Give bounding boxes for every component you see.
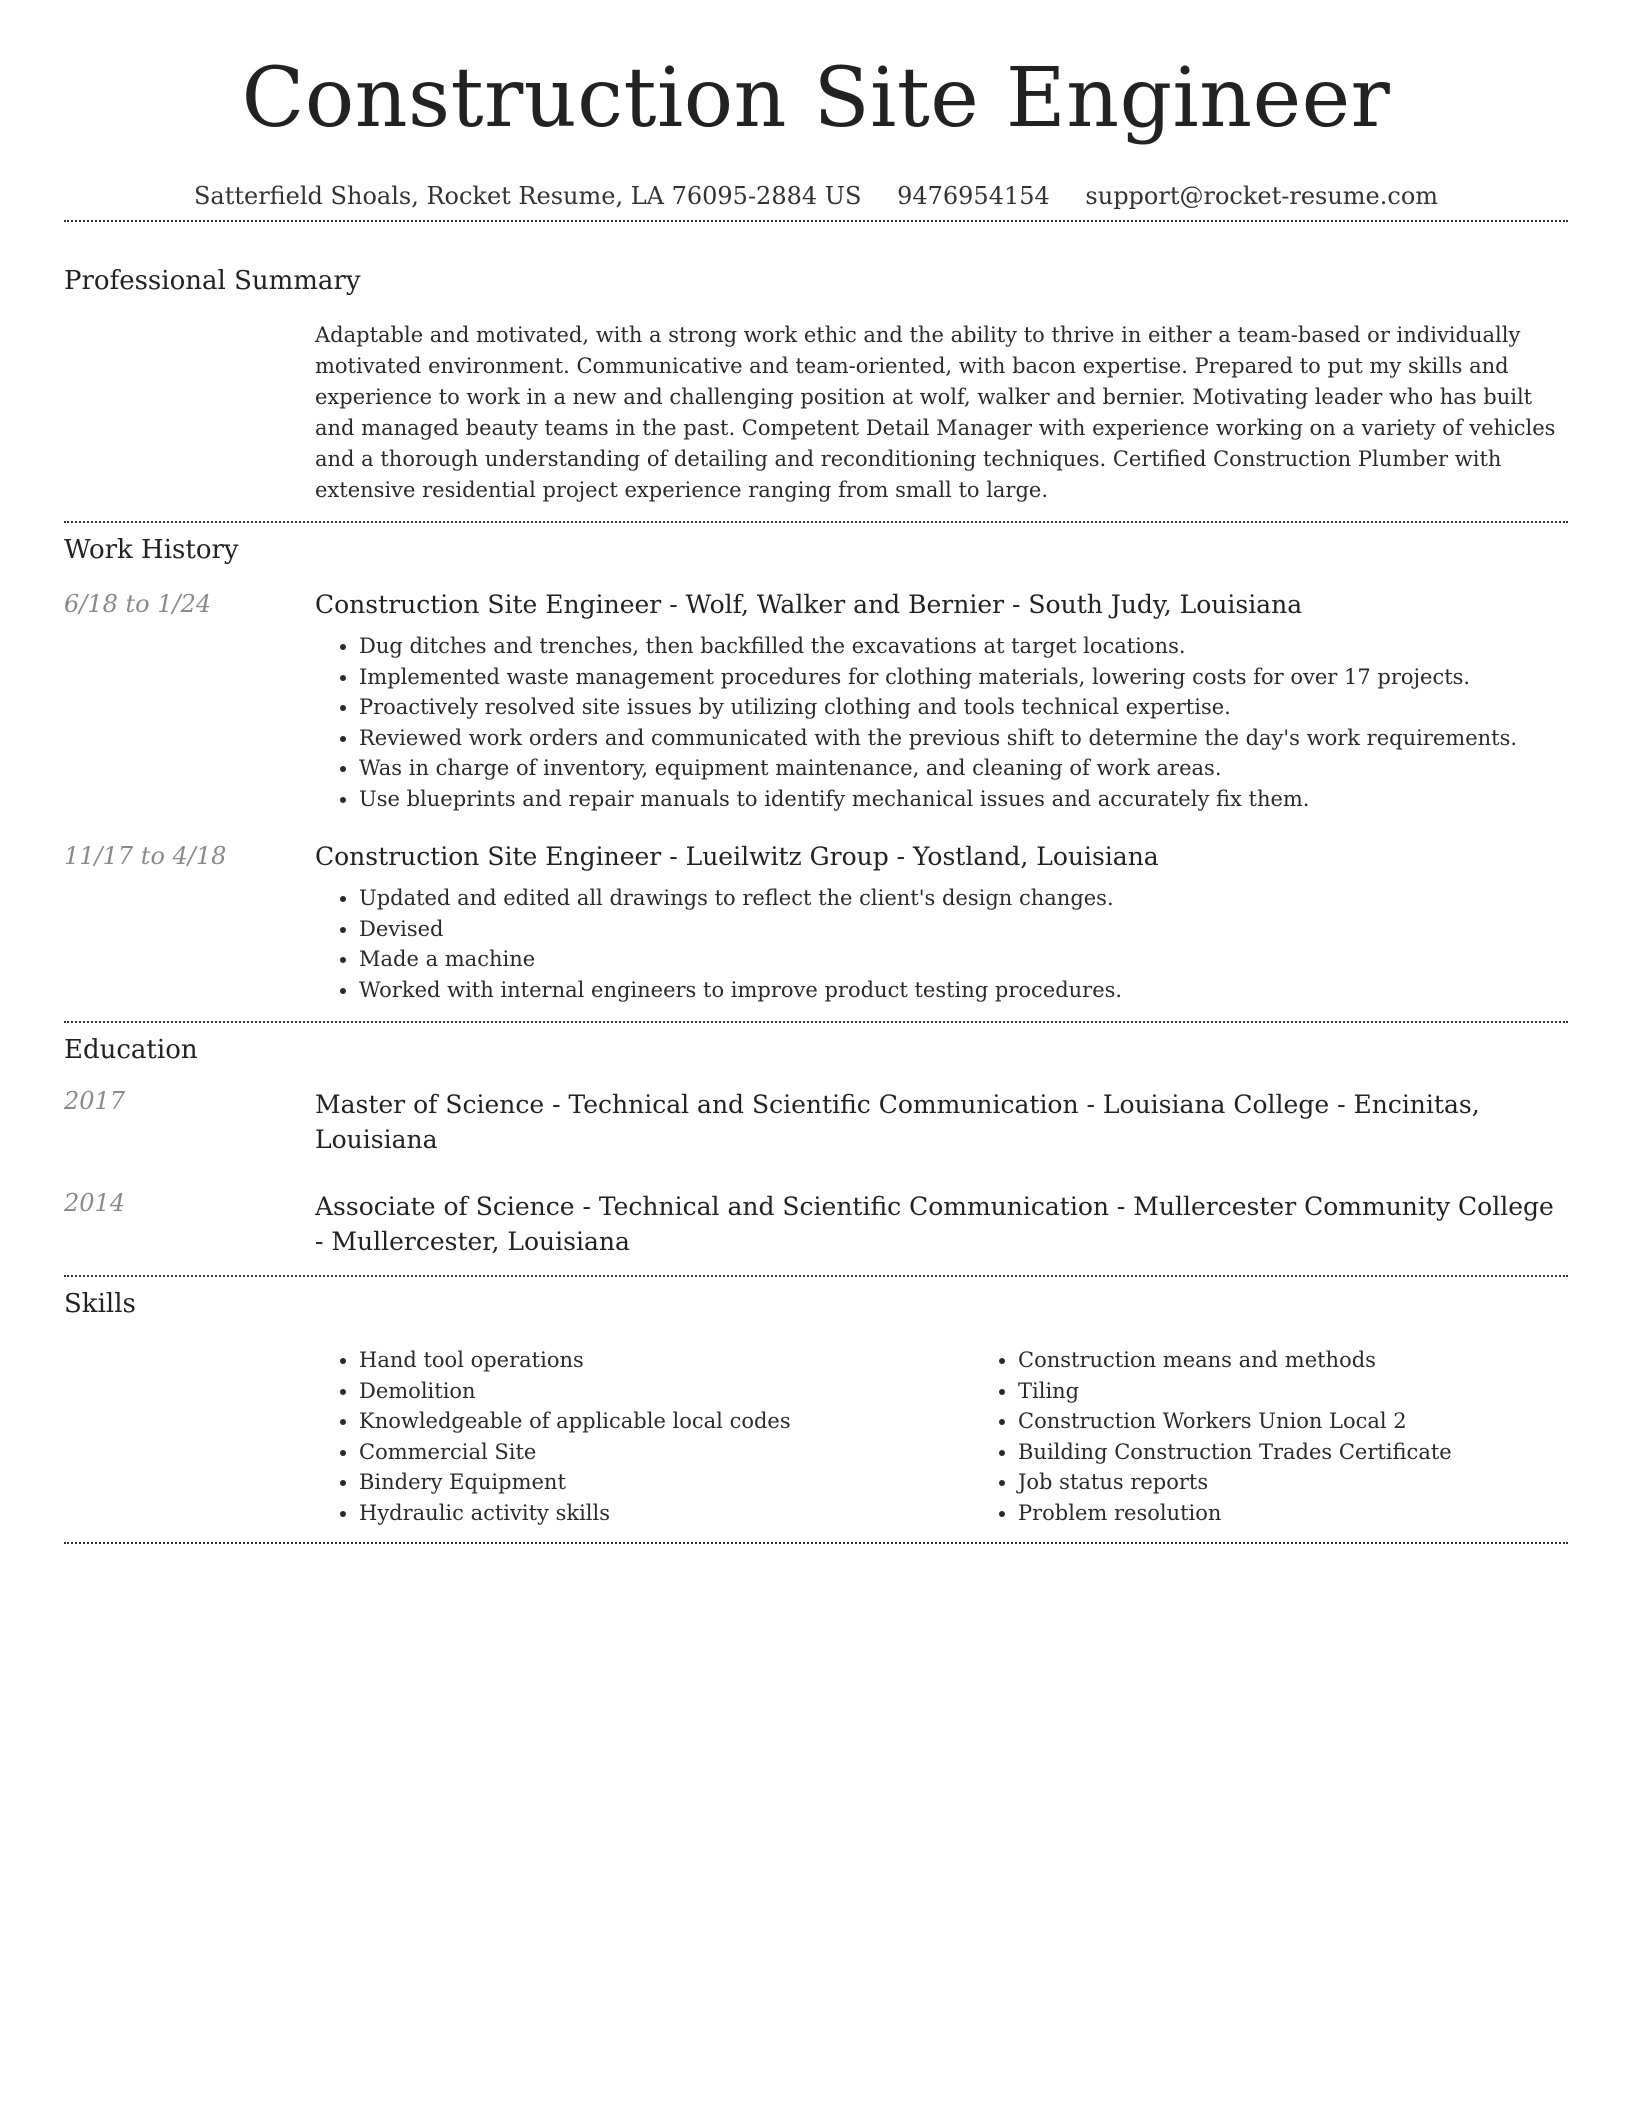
job-bullets [315, 631, 1568, 814]
education-title: Master of Science - Technical and Scientific Communication - Louisiana College - Encinitas, Louisiana [315, 1090, 1480, 1154]
job-bullet: • Updated and edited all drawings to reflect the client's design changes. [359, 883, 1568, 914]
section-title-education: Education [64, 1035, 198, 1065]
section-divider [64, 1275, 1568, 1277]
summary-spacer [64, 320, 315, 506]
skill-item: • Bindery Equipment [359, 1467, 974, 1498]
candidate-name: Construction Site Engineer [241, 51, 1391, 146]
skill-item: • Construction means and methods [1018, 1345, 1632, 1376]
skill-item: • Problem resolution [1018, 1498, 1632, 1529]
section-divider [64, 521, 1568, 523]
section-divider [64, 220, 1568, 222]
education-title: Associate of Science - Technical and Scientific Communication - Mullercester Community College - Mullercester, Louisiana [315, 1192, 1554, 1256]
section-title-summary: Professional Summary [64, 266, 361, 296]
skills-spacer [64, 1345, 315, 1528]
skill-item: • Knowledgeable of applicable local codes [359, 1406, 974, 1437]
resume-page [64, 0, 1568, 1544]
summary-text: Adaptable and motivated, with a strong work ethic and the ability to thrive in either a team-based or individually motivated environment. Communicative and team-oriented, with bacon expertise. Prepared to put my skills and experience to work in a new and challenging position at wolf, walker and bernier. Motivating leader who has built and managed beauty teams in the past. Competent Detail Manager with experience working on a variety of vehicles and a thorough understanding of detailing and reconditioning techniques. Certified Construction Plumber with extensive residential project experience ranging from small to large. [315, 323, 1556, 502]
job-dates: 11/17 to 4/18 [64, 842, 227, 870]
job-bullet: • Dug ditches and trenches, then backfilled the excavations at target locations. [359, 631, 1568, 662]
contact-line [64, 182, 1568, 216]
job-bullets [315, 883, 1568, 1005]
section-divider [64, 1021, 1568, 1023]
education-year: 2017 [64, 1087, 126, 1115]
job-title: Construction Site Engineer - Lueilwitz Group - Yostland, Louisiana [315, 842, 1159, 871]
contact-email: support@rocket-resume.com [1085, 182, 1439, 210]
section-title-work-history: Work History [64, 535, 239, 565]
job-bullet: • Proactively resolved site issues by utilizing clothing and tools technical expertise. [359, 692, 1568, 723]
skill-item: • Tiling [1018, 1376, 1632, 1407]
skills-columns [315, 1345, 1632, 1528]
contact-address: Satterfield Shoals, Rocket Resume, LA 76095-2884 US [193, 182, 862, 210]
education-year: 2014 [64, 1189, 126, 1217]
job-bullet: • Made a machine [359, 944, 1568, 975]
job-bullet: • Implemented waste management procedures for clothing materials, lowering costs for over 17 projects. [359, 662, 1568, 693]
education-entry [64, 1087, 1568, 1157]
education-entry [64, 1189, 1568, 1259]
job-bullet: • Reviewed work orders and communicated with the previous shift to determine the day's work requirements. [359, 723, 1568, 754]
skills-list-right [974, 1345, 1632, 1528]
job-entry [64, 842, 1568, 1005]
contact-phone: 9476954154 [897, 182, 1050, 210]
skill-item: • Building Construction Trades Certificate [1018, 1437, 1632, 1468]
skill-item: • Job status reports [1018, 1467, 1632, 1498]
skills-list-left [315, 1345, 974, 1528]
job-bullet: • Was in charge of inventory, equipment maintenance, and cleaning of work areas. [359, 753, 1568, 784]
skill-item: • Hydraulic activity skills [359, 1498, 974, 1529]
skill-item: • Hand tool operations [359, 1345, 974, 1376]
job-dates: 6/18 to 1/24 [64, 590, 212, 618]
job-bullet: • Devised [359, 914, 1568, 945]
job-bullet: • Use blueprints and repair manuals to identify mechanical issues and accurately fix them. [359, 784, 1568, 815]
section-title-skills: Skills [64, 1289, 136, 1319]
skill-item: • Demolition [359, 1376, 974, 1407]
section-divider [64, 1542, 1568, 1544]
job-title: Construction Site Engineer - Wolf, Walker and Bernier - South Judy, Louisiana [315, 590, 1303, 619]
job-bullet: • Worked with internal engineers to improve product testing procedures. [359, 975, 1568, 1006]
job-entry [64, 590, 1568, 814]
summary-row [64, 320, 1568, 506]
skill-item: • Construction Workers Union Local 2 [1018, 1406, 1632, 1437]
skill-item: • Commercial Site [359, 1437, 974, 1468]
skills-row [64, 1345, 1568, 1528]
